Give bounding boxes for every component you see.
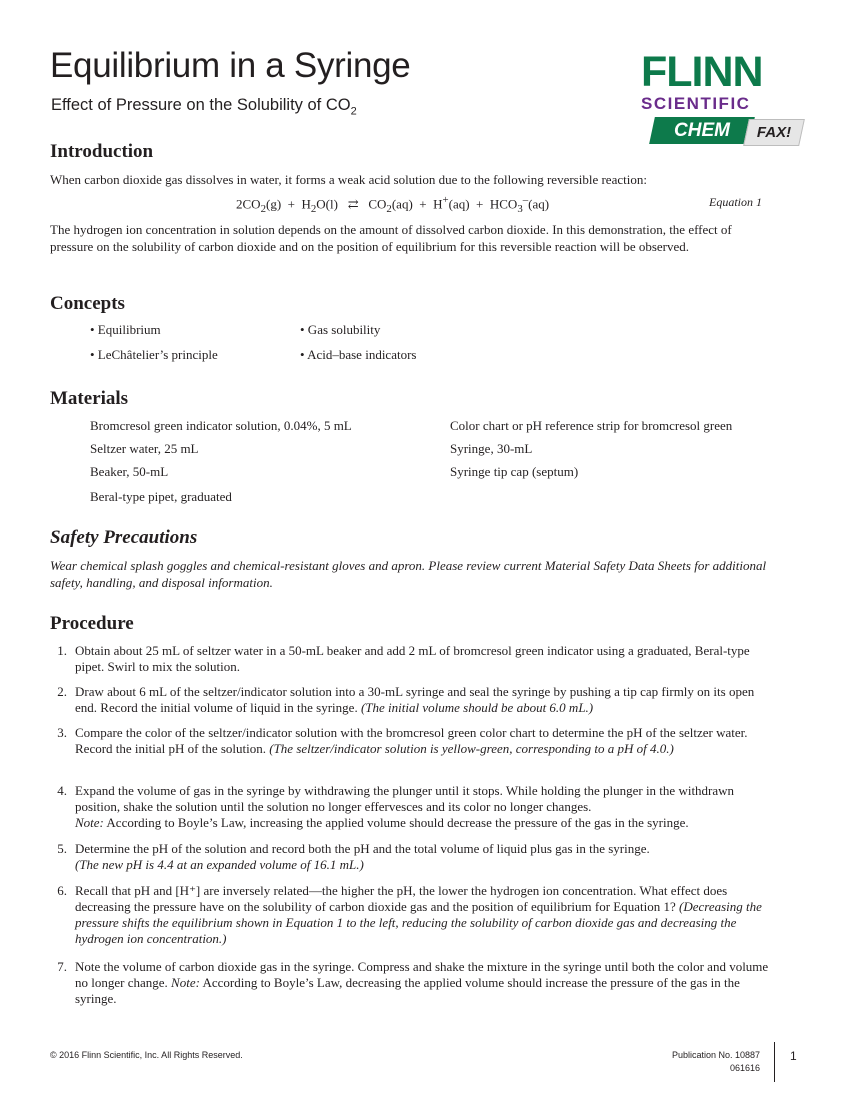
procedure-step <box>50 684 772 716</box>
eq-part: (aq) <box>528 196 550 212</box>
eq-part: 2CO <box>236 196 261 212</box>
introduction-paragraph-2: The hydrogen ion concentration in solution depends on the amount of dissolved carbon dioxide. In this demonstration, the effect of pressure on the solubility of carbon dioxide and on the position of equilibrium for this reversible reaction will be observed. <box>50 222 732 254</box>
safety-heading: Safety Precautions <box>50 527 198 548</box>
step-text: Draw about 6 mL of the seltzer/indicator solution into a 30-mL syringe and seal the syringe by pushing a tip cap firmly on its open end. Record the initial volume of liquid in the syringe. <box>75 684 755 715</box>
safety-text: Wear chemical splash goggles and chemical-resistant gloves and apron. Please review current Material Safety Data Sheets for additional safety, handling, and disposal information. <box>50 558 767 590</box>
equation-label: Equation 1 <box>709 195 762 209</box>
concept-item: • LeChâtelier’s principle <box>90 347 218 362</box>
materials-heading: Materials <box>50 388 129 409</box>
eq-sub: 3 <box>517 202 523 215</box>
material-item: Beaker, 50-mL <box>90 464 169 479</box>
concepts-heading: Concepts <box>50 293 125 314</box>
step-note-text: According to Boyle’s Law, increasing the applied volume should decrease the pressure of the gas in the syringe. <box>103 815 689 830</box>
introduction-paragraph-1: When carbon dioxide gas dissolves in water, it forms a weak acid solution due to the following reversible reaction: <box>50 172 647 187</box>
material-item: Color chart or pH reference strip for bromcresol green <box>450 418 733 433</box>
step-text: Compare the color of the seltzer/indicator solution with the bromcresol green color chart to determine the pH of the seltzer water. Record the initial pH of the solution. <box>75 725 748 756</box>
procedure-step <box>50 725 772 757</box>
material-item: Beral-type pipet, graduated <box>90 489 232 504</box>
procedure-step <box>50 883 772 947</box>
footer-divider <box>774 1042 775 1082</box>
material-item: Bromcresol green indicator solution, 0.04%, 5 mL <box>90 418 352 433</box>
eq-sub: 2 <box>260 202 266 215</box>
step-text: Expand the volume of gas in the syringe by withdrawing the plunger until it stops. While holding the plunger in the withdrawn position, shake the solution until the solution no longer effervesces and its color no longer changes. <box>75 783 735 814</box>
logo-chem-text: CHEM <box>674 120 730 141</box>
step-note: (The new pH is 4.4 at an expanded volume of 16.1 mL.) <box>75 857 364 872</box>
step-number: 1. <box>57 643 67 658</box>
step-note-text: According to Boyle’s Law, decreasing the applied volume should increase the pressure of the gas in the syringe. <box>75 975 740 1006</box>
eq-sub: 2 <box>310 202 317 215</box>
equation-1 <box>236 194 549 215</box>
page-title: Equilibrium in a Syringe <box>50 46 411 85</box>
material-item: Seltzer water, 25 mL <box>90 441 199 456</box>
procedure-step <box>50 643 772 675</box>
step-note-label: Note: <box>75 815 104 830</box>
step-note: (The initial volume should be about 6.0 mL.) <box>360 700 594 715</box>
publication-number: Publication No. 10887 <box>671 1050 760 1060</box>
step-note: (Decreasing the pressure shifts the equilibrium shown in Equation 1 to the left, reducing the solubility of carbon dioxide gas and decreasing the hydrogen ion concentration.) <box>75 899 762 946</box>
procedure-heading: Procedure <box>50 613 134 634</box>
material-item: Syringe, 30-mL <box>450 441 533 456</box>
flinn-logo <box>625 48 805 153</box>
step-note-label: Note: <box>171 975 200 990</box>
eq-part: (g) + H <box>265 196 311 212</box>
eq-sub: 2 <box>386 202 392 215</box>
step-number: 5. <box>57 841 67 856</box>
page-number: 1 <box>790 1049 797 1063</box>
step-note: (The seltzer/indicator solution is yellow-green, corresponding to a pH of 4.0.) <box>269 741 674 756</box>
introduction-heading: Introduction <box>50 141 154 162</box>
procedure-step <box>50 959 772 1007</box>
logo-scientific: SCIENTIFIC <box>641 94 751 113</box>
step-text: Note the volume of carbon dioxide gas in the syringe. Compress and shake the mixture in the syringe until both the color and volume no longer change. <box>75 959 769 990</box>
publication-code: 061616 <box>729 1063 760 1073</box>
procedure-step <box>50 841 772 873</box>
logo-chem-badge <box>649 117 755 144</box>
step-text: Recall that pH and [H⁺] are inversely related—the higher the pH, the lower the hydrogen ion concentration. What effect does decreasing the pressure have on the solubility of carbon dioxide gas and the position of equilibrium for Equation 1? <box>75 883 728 914</box>
material-item: Syringe tip cap (septum) <box>450 464 579 479</box>
concept-item: • Equilibrium <box>90 322 161 337</box>
eq-part: O(l) ⇄ CO <box>316 196 387 212</box>
eq-sup: – <box>522 194 529 206</box>
step-number: 4. <box>57 783 67 798</box>
footer-copyright: © 2016 Flinn Scientific, Inc. All Rights Reserved. <box>50 1050 243 1060</box>
procedure-step <box>50 783 772 831</box>
eq-part: (aq) + H <box>391 196 443 212</box>
page-subtitle <box>51 96 357 117</box>
step-number: 2. <box>57 684 67 699</box>
step-text: Determine the pH of the solution and record both the pH and the total volume of liquid plus gas in the syringe. <box>75 841 650 856</box>
eq-part: (aq) + HCO <box>448 196 518 212</box>
logo-flinn: FLINN <box>641 48 763 96</box>
concept-item: • Acid–base indicators <box>300 347 417 362</box>
logo-fax-badge <box>743 119 805 146</box>
footer-publication <box>600 1049 760 1075</box>
subtitle-text: Effect of Pressure on the Solubility of CO <box>51 96 351 114</box>
step-number: 6. <box>57 883 67 898</box>
eq-sup: + <box>442 194 449 206</box>
subtitle-subscript: 2 <box>350 105 357 118</box>
step-number: 7. <box>57 959 67 974</box>
logo-fax-text: FAX! <box>756 124 792 141</box>
concept-item: • Gas solubility <box>300 322 381 337</box>
step-number: 3. <box>57 725 67 740</box>
step-text: Obtain about 25 mL of seltzer water in a 50-mL beaker and add 2 mL of bromcresol green indicator using a graduated, Beral-type pipet. Swirl to mix the solution. <box>75 643 750 674</box>
